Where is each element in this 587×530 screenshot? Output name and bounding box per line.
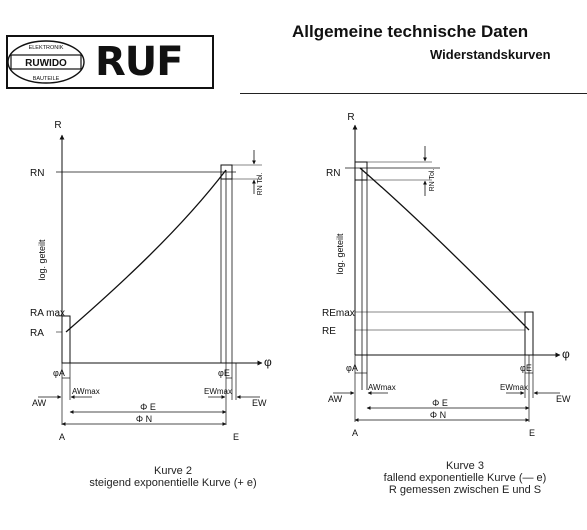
fig1-phi-e-dim: Φ E (140, 402, 156, 412)
fig2-axis-r: R (347, 112, 355, 123)
svg-text:RUWIDO: RUWIDO (25, 58, 67, 69)
fig1-axis-r: R (54, 120, 62, 131)
caption-kurve-3-line1: fallend exponentielle Kurve (— e) (383, 472, 547, 484)
fig2-re-max: REmax (322, 308, 355, 319)
fig1-point-a: A (58, 432, 66, 442)
fig2-phi-e-dim: Φ E (432, 398, 448, 408)
fig2-aw-max: AWmax (368, 383, 396, 392)
ruf-wordmark: RUF (95, 39, 183, 85)
fig1-ra-max: RA max (30, 308, 66, 319)
fig2-phi-e: φE (520, 363, 532, 373)
figure-kurve-3 (333, 125, 560, 422)
caption-kurve-2-text: steigend exponentielle Kurve (+ e) (89, 477, 257, 489)
fig2-phi-a: φA (346, 363, 358, 373)
fig2-rn-tol: RN Tol. (429, 168, 436, 192)
fig2-phi-n-dim: Φ N (429, 410, 447, 420)
fig1-phi-n-dim: Φ N (135, 414, 153, 424)
fig2-phi-axis: φ (562, 347, 570, 361)
caption-kurve-3-title: Kurve 3 (446, 460, 484, 472)
curve-rising (66, 170, 226, 332)
fig1-phi-axis: φ (264, 355, 272, 369)
fig1-ra: RA (30, 328, 44, 339)
svg-text:BAUTEILE: BAUTEILE (32, 76, 60, 82)
fig1-ew: EW (252, 398, 267, 408)
rn-tol-box-2 (355, 162, 367, 180)
figure-kurve-3-labels (322, 112, 571, 438)
caption-kurve-3 (355, 460, 575, 496)
fig2-rn: RN (326, 168, 341, 179)
fig1-rn: RN (30, 168, 45, 179)
fig1-point-e: E (232, 432, 240, 442)
fig1-phi-a: φA (53, 368, 65, 378)
fig1-aw: AW (32, 398, 47, 408)
caption-kurve-3-line2: R gemessen zwischen E und S (388, 484, 542, 496)
fig2-ew: EW (556, 394, 571, 404)
fig2-point-a: A (351, 428, 359, 438)
fig1-phi-e: φE (218, 368, 230, 378)
curve-falling (360, 168, 529, 330)
caption-kurve-2 (78, 465, 268, 489)
fig1-y-axis-label: log. geteilt (37, 239, 47, 281)
fig2-re: RE (322, 326, 336, 337)
caption-kurve-2-title: Kurve 2 (154, 465, 192, 477)
fig2-point-e: E (528, 428, 536, 438)
ra-box-1 (62, 316, 70, 363)
fig1-aw-max: AWmax (72, 387, 100, 396)
page-title: Allgemeine technische Daten (292, 22, 529, 41)
fig1-rn-tol: RN Tol. (257, 172, 264, 196)
fig2-ew-max: EWmax (500, 383, 528, 392)
page-subtitle: Widerstandskurven (430, 47, 551, 62)
fig2-y-axis-label: log. geteilt (335, 233, 345, 275)
figure-kurve-2 (38, 135, 262, 425)
svg-text:ELEKTRONIK: ELEKTRONIK (28, 45, 64, 51)
fig1-ew-max: EWmax (204, 387, 232, 396)
fig2-aw: AW (328, 394, 343, 404)
re-box-2 (525, 312, 533, 355)
